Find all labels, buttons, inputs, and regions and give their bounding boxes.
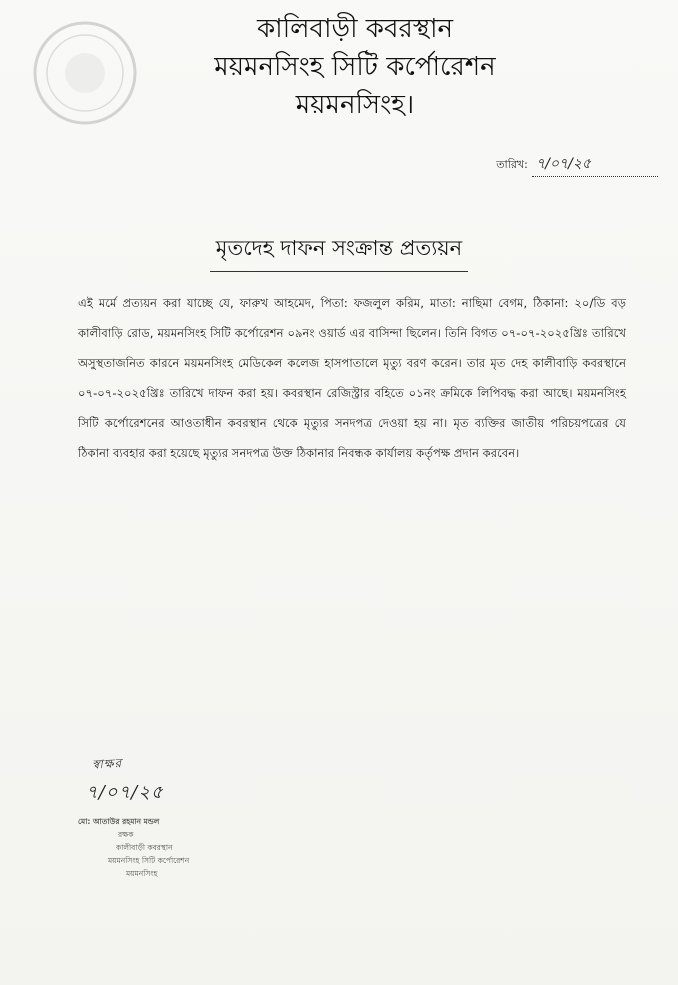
- office-header: [140, 10, 570, 124]
- stamp-line-office: কালীবাড়ী কবরস্থান: [116, 843, 173, 852]
- certificate-body: এই মর্মে প্রত্যয়ন করা যাচ্ছে যে, ফারুখ আহমেদ, পিতা: ফজলুল করিম, মাতা: নাছিমা বেগম, ঠিকানা: ২০/ডি বড় কালীবাড়ি রোড, ময়মনসিংহ সিটি কর্পোরেশন ০৯নং ওয়ার্ড এর বাসিন্দা ছিলেন। তিনি বিগত ০৭-০৭-২০২৫খ্রিঃ তারিখে অসুস্থতাজনিত কারনে ময়মনসিংহ মেডিকেল কলেজ হাসপাতালে মৃত্যু বরণ করেন। তার মৃত দেহ কালীবাড়ি কবরস্থানে ০৭-০৭-২০২৫খ্রিঃ তারিখে দাফন করা হয়। কবরস্থান রেজিস্ট্রার বহিতে ০১নং ক্রমিকে লিপিবদ্ধ করা আছে। ময়মনসিংহ সিটি কর্পোরেশনের আওতাধীন কবরস্থান থেকে মৃত্যুর সনদপত্র দেওয়া হয় না। মৃত ব্যক্তির জাতীয় পরিচয়পত্রের যে ঠিকানা ব্যবহার করা হয়েছে মৃত্যুর সনদপত্র উক্ত ঠিকানার নিবন্ধক কার্যালয় কর্তৃপক্ষ প্রদান করবেন।: [78, 296, 626, 460]
- signature-block: [78, 752, 268, 880]
- document-title: মৃতদেহ দাফন সংক্রান্ত প্রত্যয়ন: [210, 232, 468, 272]
- header-line-2: ময়মনসিংহ সিটি কর্পোরেশন: [214, 52, 496, 82]
- date-value: ৭/০৭/২৫: [532, 152, 658, 177]
- faded-seal: [30, 18, 140, 128]
- header-line-1: কালিবাড়ী কবরস্থান: [256, 14, 454, 44]
- signature-date: ৭/০৭/২৫: [86, 782, 164, 803]
- header-line-3: ময়মনসিংহ।: [295, 90, 415, 120]
- date-label: তারিখ:: [496, 158, 528, 171]
- date-field: [496, 152, 658, 177]
- signature-scribble: স্বাক্ষর: [91, 756, 123, 772]
- stamp-line-designation: রক্ষক: [118, 830, 134, 839]
- stamp-line-city: ময়মনসিংহ: [126, 869, 158, 878]
- stamp-line-corporation: ময়মনসিংহ সিটি কর্পোরেশন: [108, 856, 190, 865]
- official-stamp: [78, 815, 268, 880]
- stamp-line-name: মো: আতাউর রহমান মন্ডল: [78, 817, 160, 826]
- document-title-wrap: [0, 232, 678, 272]
